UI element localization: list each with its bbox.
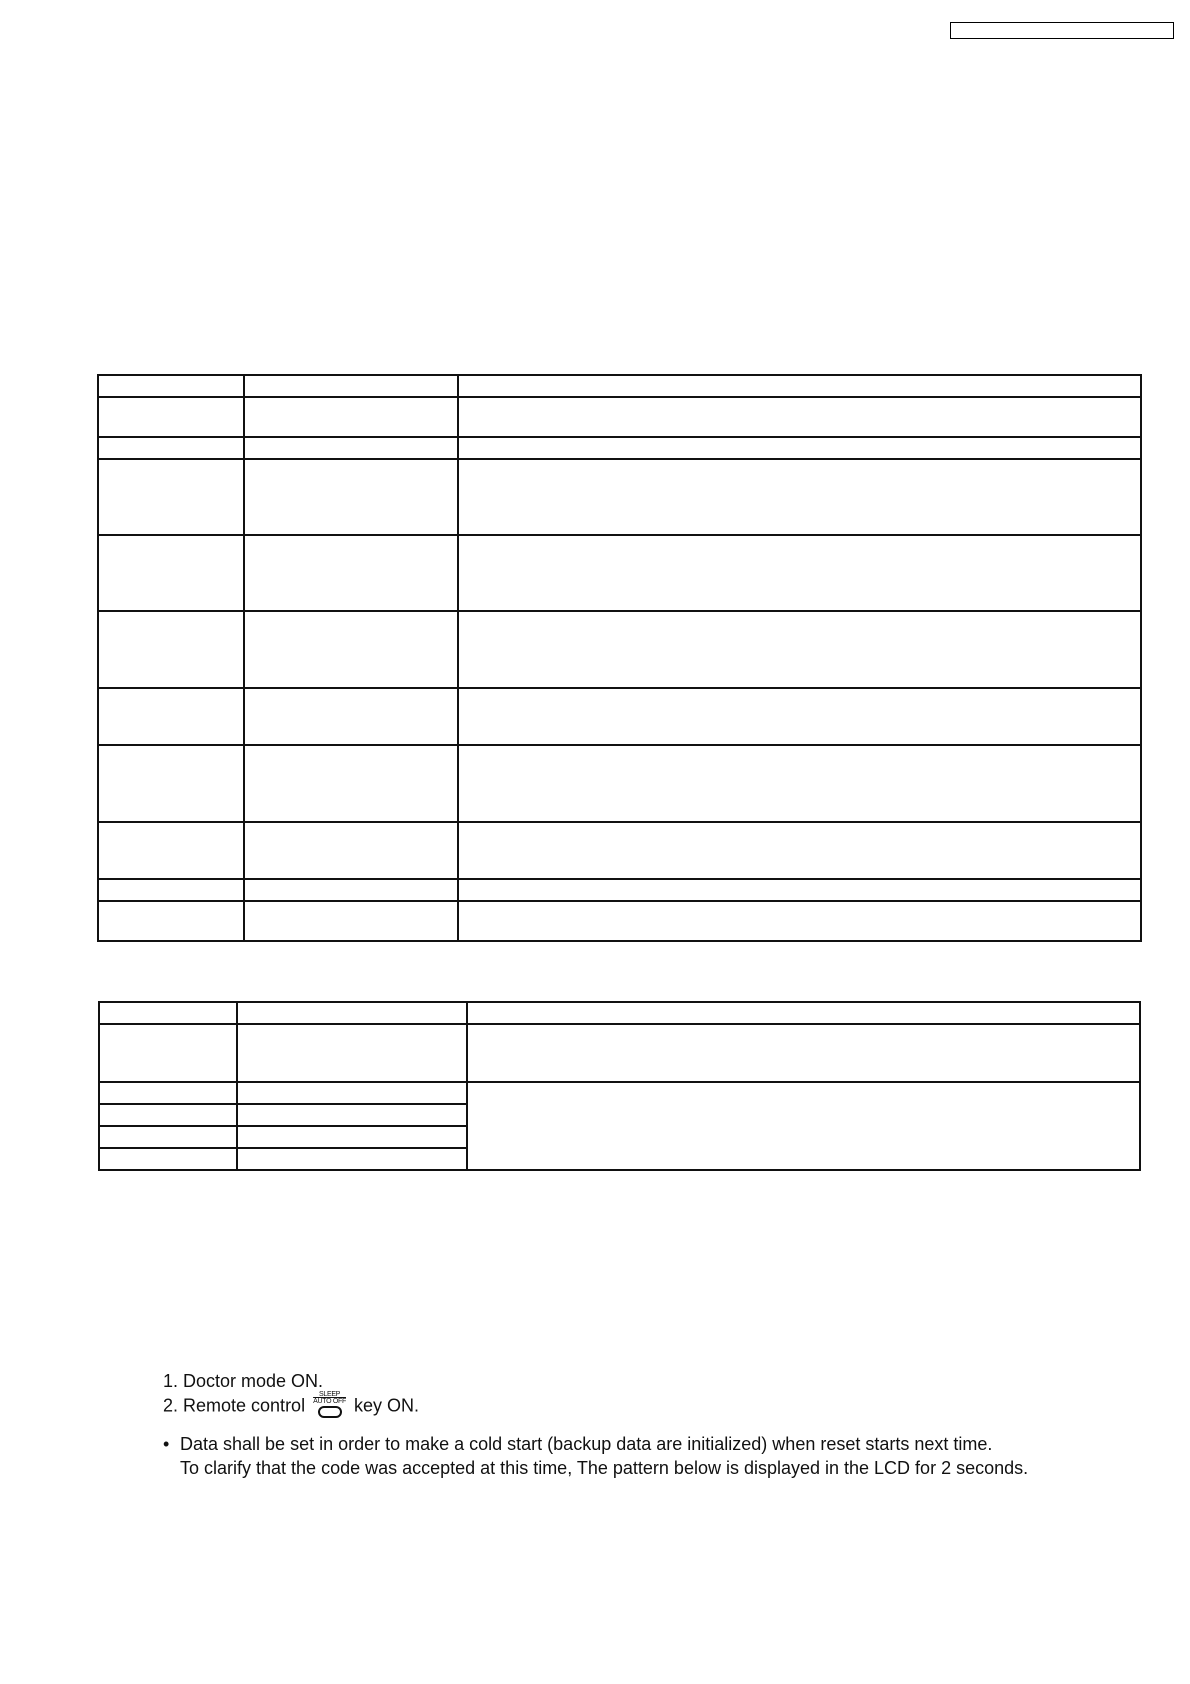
table-row xyxy=(98,745,1141,822)
table-upper xyxy=(97,374,1142,942)
remote-key-button-shape xyxy=(318,1406,342,1418)
table-row xyxy=(98,822,1141,879)
table-row xyxy=(99,1082,1140,1104)
step-2-text-before: 2. Remote control xyxy=(163,1395,306,1416)
remote-key-bottom-label: AUTO OFF xyxy=(313,1398,346,1405)
step-1: 1. Doctor mode ON. xyxy=(163,1371,324,1391)
table-row xyxy=(98,459,1141,535)
table-row xyxy=(98,535,1141,611)
bullet-icon: • xyxy=(163,1434,170,1454)
step-2-text-after: key ON. xyxy=(353,1395,419,1416)
note-line-1: Data shall be set in order to make a cold start (backup data are initialized) when reset starts next time. xyxy=(180,1434,993,1454)
header-model-box xyxy=(950,22,1174,39)
table-lower xyxy=(98,1001,1141,1171)
remote-key-top-label: SLEEP xyxy=(318,1391,341,1398)
table-row xyxy=(98,437,1141,459)
table-row xyxy=(98,688,1141,745)
table-row xyxy=(98,879,1141,901)
note-line-2: To clarify that the code was accepted at this time, The pattern below is displayed in the LCD for 2 seconds. xyxy=(180,1458,1029,1478)
table-row xyxy=(99,1024,1140,1082)
table-header-row xyxy=(98,375,1141,397)
instructions-block xyxy=(163,1369,1113,1480)
note-block xyxy=(163,1432,1113,1480)
remote-sleep-key-icon xyxy=(313,1391,346,1418)
table-header-row xyxy=(99,1002,1140,1024)
table-row xyxy=(98,901,1141,941)
step-2 xyxy=(163,1393,1113,1420)
table-row xyxy=(98,611,1141,688)
table-row xyxy=(98,397,1141,437)
